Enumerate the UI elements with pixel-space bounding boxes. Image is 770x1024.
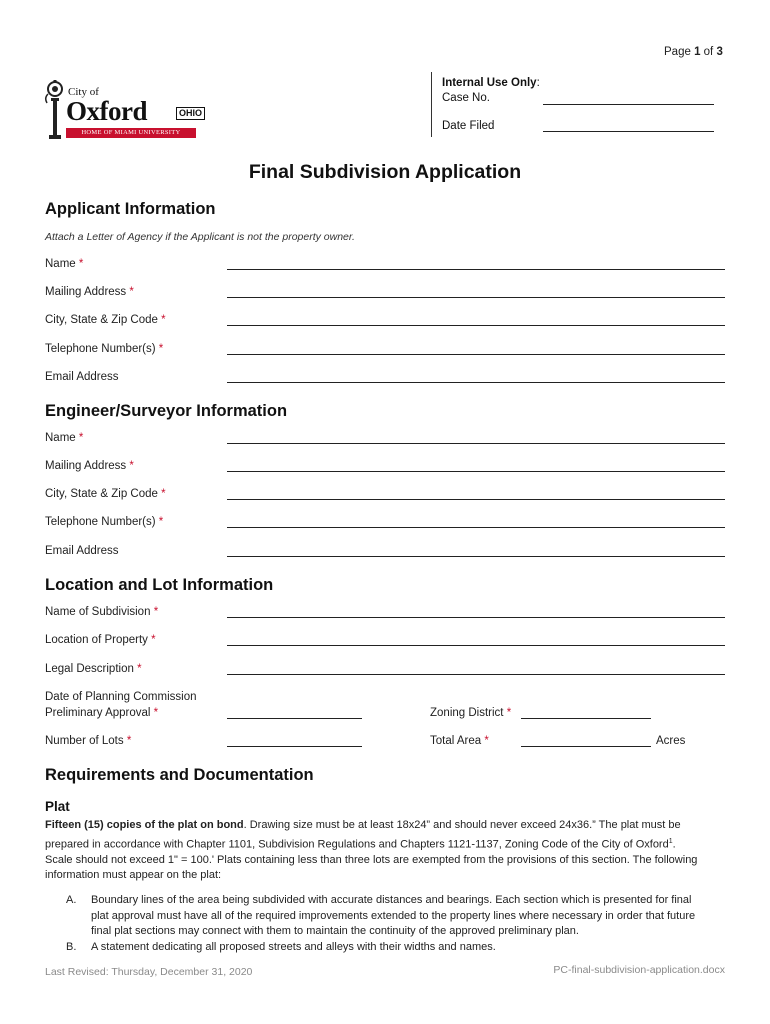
applicant-name-field[interactable] <box>227 269 725 270</box>
subdivision-name-label <box>45 606 158 618</box>
subdivision-name-field[interactable] <box>227 617 725 618</box>
required-asterisk: * <box>129 286 134 298</box>
internal-use-title-text: Internal Use Only <box>442 77 537 89</box>
engineer-name-label <box>45 432 83 444</box>
requirements-heading: Requirements and Documentation <box>45 766 314 784</box>
date-filed-label: Date Filed <box>442 120 495 132</box>
case-no-field[interactable] <box>543 104 714 105</box>
acres-unit-label: Acres <box>656 735 686 747</box>
legal-description-field[interactable] <box>227 674 725 675</box>
property-location-label <box>45 634 156 646</box>
zoning-district-field[interactable] <box>521 718 651 719</box>
logo-oxford: Oxford <box>66 96 147 126</box>
clock-tower-icon <box>44 76 66 142</box>
required-asterisk: * <box>506 707 512 719</box>
engineer-mailing-field[interactable] <box>227 471 725 472</box>
applicant-phone-text: Telephone Number(s) <box>45 343 156 355</box>
plat-line-2 <box>45 834 735 853</box>
property-location-text: Location of Property <box>45 634 148 646</box>
required-asterisk: * <box>78 258 84 270</box>
applicant-name-text: Name <box>45 258 76 270</box>
required-asterisk: * <box>484 735 489 747</box>
engineer-city-text: City, State & Zip Code <box>45 488 158 500</box>
form-title: Final Subdivision Application <box>248 161 522 183</box>
page-current: 1 <box>694 46 701 58</box>
location-heading: Location and Lot Information <box>45 576 274 594</box>
applicant-city-text: City, State & Zip Code <box>45 314 158 326</box>
page-number <box>664 46 723 58</box>
engineer-email-label: Email Address <box>45 545 119 557</box>
required-asterisk: * <box>78 432 84 444</box>
city-of-oxford-logo <box>44 76 204 142</box>
applicant-name-label <box>45 258 83 270</box>
plat-heading: Plat <box>45 799 70 814</box>
list-marker-a: A. <box>66 894 77 906</box>
plat-line-2-end: . <box>672 838 676 851</box>
number-of-lots-field[interactable] <box>227 746 362 747</box>
last-revised: Last Revised: Thursday, December 31, 2020 <box>45 966 253 978</box>
applicant-note: Attach a Letter of Agency if the Applicant is not the property owner. <box>45 231 355 243</box>
page-total: 3 <box>716 46 723 58</box>
case-no-label: Case No. <box>442 92 490 104</box>
list-item-a <box>91 893 741 940</box>
engineer-phone-label <box>45 516 163 528</box>
list-item-a-line-3: final plat sections may connect with them to maintain the continuity of the approved preliminary plan. <box>91 925 579 937</box>
engineer-mailing-label <box>45 460 134 472</box>
date-filed-field[interactable] <box>543 131 714 132</box>
applicant-city-label <box>45 314 166 326</box>
engineer-email-field[interactable] <box>227 556 725 557</box>
logo-ohio: OHIO <box>176 107 205 120</box>
legal-description-text: Legal Description <box>45 663 134 675</box>
approval-date-label-line2 <box>45 707 158 719</box>
approval-date-label-line1: Date of Planning Commission <box>45 691 197 703</box>
applicant-phone-field[interactable] <box>227 354 725 355</box>
total-area-label <box>430 735 489 747</box>
required-asterisk: * <box>158 343 164 355</box>
required-asterisk: * <box>137 663 142 675</box>
internal-use-box <box>431 72 730 137</box>
applicant-mailing-text: Mailing Address <box>45 286 127 298</box>
engineer-mailing-text: Mailing Address <box>45 460 127 472</box>
applicant-email-label: Email Address <box>45 371 119 383</box>
page-prefix: Page <box>664 46 695 58</box>
list-marker-b: B. <box>66 941 77 953</box>
list-item-b <box>91 940 741 956</box>
internal-use-colon: : <box>536 77 540 89</box>
total-area-text: Total Area <box>430 735 482 747</box>
plat-line-1-rest: . Drawing size must be at least 18x24” and should never exceed 24x36.” The plat must be <box>243 819 681 831</box>
page-of: of <box>700 46 717 58</box>
list-item-a-line-1: Boundary lines of the area being subdivided with accurate distances and bearings. Each section which is presented for final <box>91 894 692 906</box>
plat-bold-text: Fifteen (15) copies of the plat on bond <box>45 819 244 831</box>
internal-use-title <box>442 77 540 89</box>
subdivision-name-text: Name of Subdivision <box>45 606 151 618</box>
plat-line-1 <box>45 818 735 834</box>
document-filename: PC-final-subdivision-application.docx <box>553 964 725 976</box>
approval-date-text: Preliminary Approval <box>45 707 151 719</box>
approval-date-field[interactable] <box>227 718 362 719</box>
plat-line-2-text: prepared in accordance with Chapter 1101, Subdivision Regulations and Chapters 1121-1137, Zoning Code of the City of Oxford <box>45 838 669 851</box>
plat-paragraph <box>45 818 735 884</box>
number-of-lots-text: Number of Lots <box>45 735 124 747</box>
list-item-b-line-1: A statement dedicating all proposed streets and alleys with their widths and names. <box>91 941 496 953</box>
applicant-email-field[interactable] <box>227 382 725 383</box>
applicant-phone-label <box>45 343 163 355</box>
applicant-city-field[interactable] <box>227 325 725 326</box>
engineer-phone-field[interactable] <box>227 527 725 528</box>
logo-city-of: City of <box>68 86 99 98</box>
number-of-lots-label <box>45 735 131 747</box>
total-area-field[interactable] <box>521 746 651 747</box>
required-asterisk: * <box>126 735 132 747</box>
engineer-name-field[interactable] <box>227 443 725 444</box>
required-asterisk: * <box>153 707 159 719</box>
engineer-heading: Engineer/Surveyor Information <box>45 402 288 420</box>
applicant-heading: Applicant Information <box>45 200 216 218</box>
engineer-city-label <box>45 488 166 500</box>
required-asterisk: * <box>153 606 159 618</box>
required-asterisk: * <box>129 460 134 472</box>
engineer-name-text: Name <box>45 432 76 444</box>
applicant-mailing-label <box>45 286 134 298</box>
engineer-city-field[interactable] <box>227 499 725 500</box>
required-asterisk: * <box>161 314 166 326</box>
zoning-district-text: Zoning District <box>430 707 504 719</box>
footnote-marker: 1 <box>668 837 673 845</box>
applicant-mailing-field[interactable] <box>227 297 725 298</box>
engineer-phone-text: Telephone Number(s) <box>45 516 156 528</box>
zoning-district-label <box>430 707 511 719</box>
property-location-field[interactable] <box>227 645 725 646</box>
logo-tagline: HOME OF MIAMI UNIVERSITY <box>66 128 196 138</box>
required-asterisk: * <box>151 634 156 646</box>
required-asterisk: * <box>161 488 166 500</box>
list-item-a-line-2: plat approval must have all of the required improvements extended to the property lines where necessary in order that future <box>91 909 696 922</box>
plat-line-3: Scale should not exceed 1" = 100.' Plats containing less than three lots are exempted from the provisions of this section. The following <box>45 853 698 866</box>
plat-line-4: information must appear on the plat: <box>45 869 222 882</box>
legal-description-label <box>45 663 142 675</box>
required-asterisk: * <box>158 516 164 528</box>
